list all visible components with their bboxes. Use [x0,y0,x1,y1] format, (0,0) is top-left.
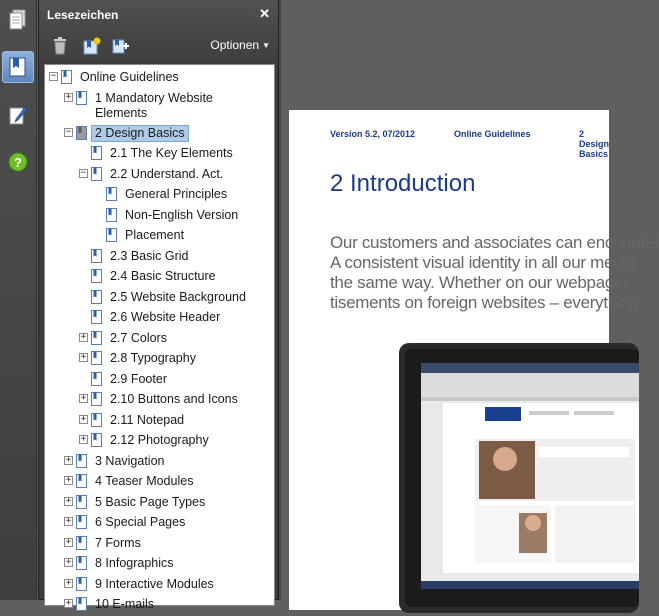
bookmark-icon [76,597,87,611]
close-icon[interactable]: ✕ [259,6,270,21]
bookmark-icon [91,249,102,263]
bookmark-icon [76,577,87,591]
bookmark-icon [91,372,102,386]
expand-icon[interactable]: + [65,598,72,608]
bookmark-label-line: 1 Mandatory Website [95,90,213,105]
bookmark-label: 2.2 Understand. Act. [110,166,224,181]
help-icon[interactable] [3,147,33,177]
collapse-icon[interactable]: − [65,126,72,137]
bookmark-label: Non-English Version [125,207,239,222]
bookmark-label: Placement [125,228,185,242]
body-line: the same way. Whether on our webpages [330,273,632,292]
bookmarks-panel [38,0,279,611]
bookmark-label: 7 Forms [95,535,141,550]
document-area [281,0,659,600]
bookmark-label: 4 Teaser Modules [95,474,194,488]
bookmark-item[interactable] [45,89,274,124]
bookmark-item[interactable] [45,247,274,268]
bookmark-label: General Principles [125,187,228,201]
body-line: tisements on foreign websites – everything [330,293,639,312]
expand-icon[interactable]: + [65,557,72,567]
page-header-version: Version 5.2, 07/2012 [330,129,416,139]
bookmark-icon [91,413,102,427]
bookmark-label [95,91,213,121]
bookmark-icon [76,515,87,529]
bookmark-item[interactable] [45,144,274,165]
bookmark-item[interactable] [45,226,274,247]
bookmark-item[interactable] [45,349,274,370]
bookmark-label: 2.3 Basic Grid [110,248,189,263]
bookmark-item[interactable] [45,472,274,493]
bookmark-item[interactable] [45,288,274,309]
bookmark-item[interactable] [45,370,274,391]
bookmark-item[interactable] [45,431,274,452]
expand-icon[interactable]: + [80,413,87,424]
panel-toolbar [39,30,278,62]
bookmark-item[interactable] [45,308,274,329]
bookmark-label: 8 Infographics [95,556,174,570]
bookmark-label: 2.7 Colors [110,330,167,345]
bookmark-item[interactable] [45,595,274,616]
expand-icon[interactable]: + [65,454,72,465]
delete-bookmark-icon[interactable] [50,36,70,56]
bookmark-item[interactable] [45,534,274,555]
tool-strip [0,0,37,600]
bookmark-item[interactable] [45,68,274,89]
page-header-section: 2 Design Basics [579,129,610,159]
panel-title: Lesezeichen [47,8,119,22]
bookmark-label: 2.9 Footer [110,371,167,386]
bookmark-item[interactable] [45,493,274,514]
bookmark-icon [106,208,117,222]
expand-icon[interactable]: + [65,516,72,526]
bookmark-icon [106,228,117,242]
bookmark-label: 2 Design Basics [91,125,189,142]
chevron-down-icon: ▼ [262,41,270,51]
document-page [289,110,659,610]
bookmark-item[interactable] [45,452,274,473]
bookmark-item[interactable] [45,411,274,432]
bookmark-item[interactable] [45,575,274,596]
bookmark-icon [91,351,102,365]
bookmark-label-line: Elements [95,105,148,120]
bookmark-item[interactable] [45,554,274,575]
svg-text:?: ? [14,155,22,170]
bookmark-icon [76,91,87,105]
bookmark-item[interactable] [45,267,274,288]
bookmark-item[interactable] [45,185,274,206]
panel-header [39,0,278,31]
bookmark-icon [76,495,87,509]
bookmark-item[interactable] [45,390,274,411]
page-header-title: Online Guidelines [454,129,531,139]
new-bookmark-icon[interactable] [81,36,101,56]
body-line: A consistent visual identity in all our media [330,253,635,272]
bookmark-icon [76,454,87,468]
bookmark-icon [91,269,102,283]
bookmark-label: 5 Basic Page Types [95,494,206,509]
bookmark-label: 2.12 Photography [110,433,209,447]
expand-bookmark-icon[interactable] [111,36,131,56]
expand-icon[interactable]: + [80,393,87,403]
expand-icon[interactable]: + [65,577,72,588]
expand-icon[interactable]: + [80,331,87,342]
bookmark-label: 2.11 Notepad [110,412,185,427]
bookmark-icon [91,331,102,345]
bookmark-item[interactable] [45,206,274,227]
bookmark-icon [61,70,72,84]
bookmark-icon [91,310,102,324]
bookmark-label: 10 E-mails [95,597,155,611]
laptop-screenshot-image [399,343,639,613]
bookmark-item[interactable] [45,124,274,145]
expand-icon[interactable]: + [80,434,87,444]
body-line: Our customers and associates can encounter [330,233,659,252]
bookmark-label: 2.10 Buttons and Icons [110,392,238,406]
bookmark-icon [106,187,117,201]
bookmark-item[interactable] [45,165,274,186]
options-menu[interactable] [210,38,270,52]
bookmark-label: 9 Interactive Modules [95,576,214,591]
bookmark-label: 6 Special Pages [95,515,186,529]
expand-icon[interactable]: + [80,352,87,362]
bookmark-icon [91,167,102,181]
expand-icon[interactable]: + [65,536,72,547]
bookmark-icon [76,126,87,140]
bookmark-label: 2.8 Typography [110,351,196,365]
collapse-icon[interactable]: − [80,167,87,178]
pages-icon[interactable] [3,5,33,35]
collapse-icon[interactable]: − [50,71,57,81]
bookmark-label: Online Guidelines [80,70,179,84]
bookmark-icon [91,392,102,406]
expand-icon[interactable]: + [65,91,72,102]
bookmark-tree [44,64,275,611]
bookmark-label: 3 Navigation [95,453,165,468]
bookmark-icon [91,433,102,447]
bookmark-icon [76,536,87,550]
bookmark-label: 2.5 Website Background [110,289,246,304]
page-heading: 2 Introduction [330,170,476,197]
bookmark-label: 2.4 Basic Structure [110,269,216,283]
signature-icon[interactable] [3,101,33,131]
bookmark-item[interactable] [45,329,274,350]
expand-icon[interactable]: + [65,495,72,506]
expand-icon[interactable]: + [65,475,72,485]
bookmark-item[interactable] [45,513,274,534]
bookmark-icon [76,556,87,570]
page-body-text [330,233,659,313]
bookmark-label: 2.6 Website Header [110,310,221,324]
options-label: Optionen [210,38,260,52]
bookmarks-icon[interactable] [2,51,34,83]
bookmark-label: 2.1 The Key Elements [110,146,233,160]
bookmark-icon [76,474,87,488]
bookmark-icon [91,290,102,304]
bookmark-icon [91,146,102,160]
